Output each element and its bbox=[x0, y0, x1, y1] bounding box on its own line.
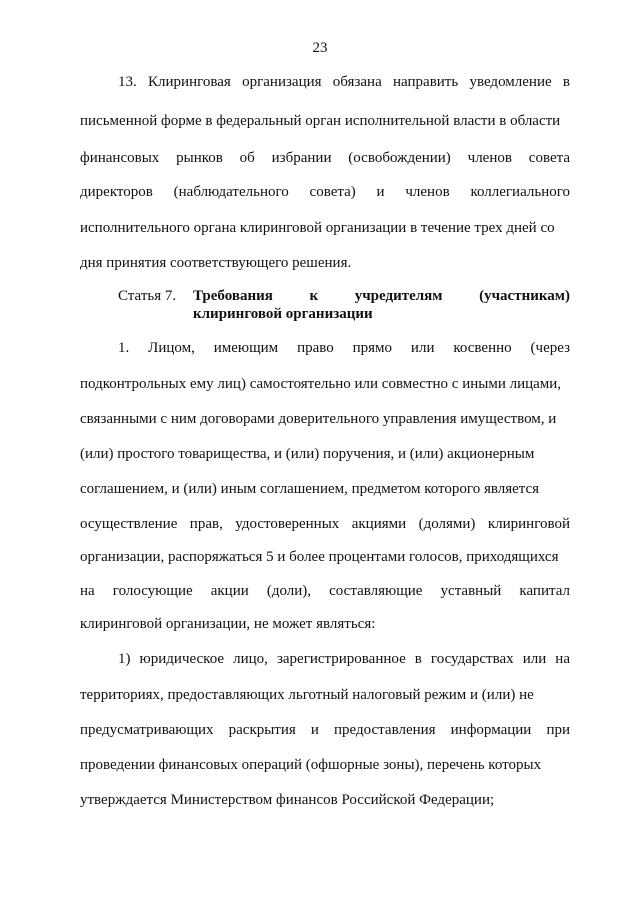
text-line: письменной форме в федеральный орган исполнительной власти в области bbox=[80, 113, 561, 129]
text-line: 1. Лицом, имеющим право прямо или косвенно (через bbox=[118, 340, 570, 356]
text-line: осуществление прав, удостоверенных акциями (долями) клиринговой bbox=[80, 516, 570, 532]
article-title-continued: клиринговой организации bbox=[193, 306, 373, 322]
text-line: подконтрольных ему лиц) самостоятельно или совместно с иными лицами, bbox=[80, 376, 562, 392]
text-line: (или) простого товарищества, и (или) поручения, и (или) акционерным bbox=[80, 446, 535, 462]
text-line: 1) юридическое лицо, зарегистрированное в государствах или на bbox=[118, 651, 570, 667]
text-line: территориях, предоставляющих льготный налоговый режим и (или) не bbox=[80, 687, 534, 703]
text-line: связанными с ним договорами доверительного управления имуществом, и bbox=[80, 411, 557, 427]
text-line: соглашением, и (или) иным соглашением, предметом которого является bbox=[80, 481, 540, 497]
text-line: клиринговой организации, не может являться: bbox=[80, 616, 376, 632]
text-line: 13. Клиринговая организация обязана направить уведомление в bbox=[118, 74, 570, 90]
text-line: исполнительного органа клиринговой организации в течение трех дней со bbox=[80, 220, 555, 236]
text-line: финансовых рынков об избрании (освобождении) членов совета bbox=[80, 150, 570, 166]
article-title: Требования к учредителям (участникам) bbox=[193, 288, 570, 304]
text-line: проведении финансовых операций (офшорные зоны), перечень которых bbox=[80, 757, 542, 773]
article-label: Статья 7. bbox=[118, 288, 177, 304]
text-line: на голосующие акции (доли), составляющие уставный капитал bbox=[80, 583, 570, 599]
text-line: утверждается Министерством финансов Российской Федерации; bbox=[80, 792, 495, 808]
text-line: директоров (наблюдательного совета) и членов коллегиального bbox=[80, 184, 570, 200]
text-line: дня принятия соответствующего решения. bbox=[80, 255, 352, 271]
text-line: предусматривающих раскрытия и предоставления информации при bbox=[80, 722, 570, 738]
page-number: 23 bbox=[312, 40, 328, 56]
text-line: организации, распоряжаться 5 и более процентами голосов, приходящихся bbox=[80, 549, 559, 565]
